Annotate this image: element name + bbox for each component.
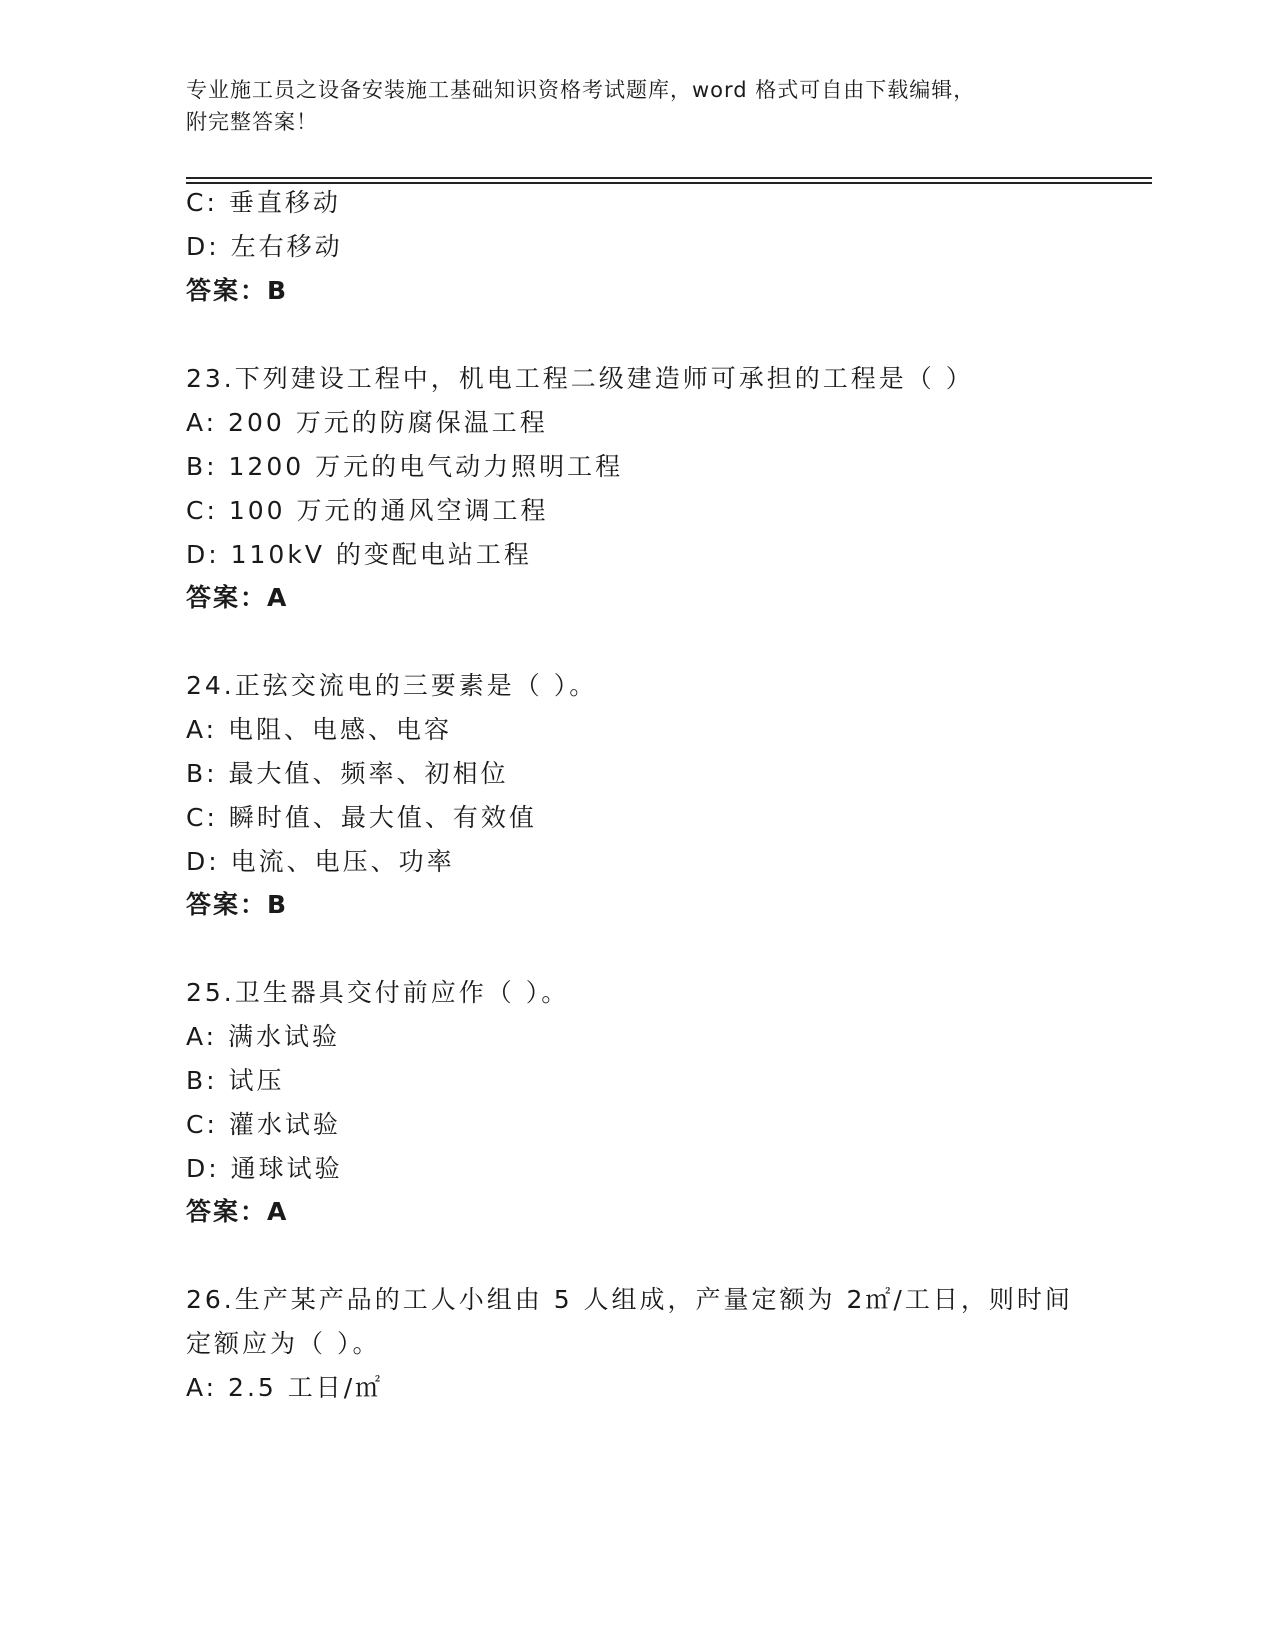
q23-answer: 答案：A (186, 583, 289, 612)
q25-answer: 答案：A (186, 1197, 289, 1226)
q22-option-c: C: 垂直移动 (186, 188, 341, 217)
header-divider-top (186, 177, 1152, 179)
document-header (186, 74, 1086, 138)
q24-answer: 答案：B (186, 890, 289, 919)
q24-option-c: C: 瞬时值、最大值、有效值 (186, 803, 537, 832)
q24-option-d: D: 电流、电压、功率 (186, 847, 455, 876)
q22-option-d: D: 左右移动 (186, 232, 343, 261)
q26-option-a: A: 2.5 工日/㎡ (186, 1373, 384, 1402)
header-line-2: 附完整答案！ (186, 110, 318, 134)
q25-option-a: A: 满水试验 (186, 1022, 341, 1051)
q25-option-c: C: 灌水试验 (186, 1110, 341, 1139)
q26-question-line-2: 定额应为（ ）。 (186, 1329, 381, 1358)
q24-option-b: B: 最大值、频率、初相位 (186, 759, 509, 788)
q23-question: 23.下列建设工程中，机电工程二级建造师可承担的工程是（ ） (186, 364, 974, 393)
q22-answer: 答案：B (186, 276, 289, 305)
q23-option-d: D: 110kV 的变配电站工程 (186, 540, 532, 569)
header-line-1: 专业施工员之设备安装施工基础知识资格考试题库，word 格式可自由下载编辑， (186, 78, 976, 102)
q25-option-d: D: 通球试验 (186, 1154, 343, 1183)
q24-question: 24.正弦交流电的三要素是（ ）。 (186, 671, 598, 700)
q23-option-a: A: 200 万元的防腐保温工程 (186, 408, 548, 437)
q25-question: 25.卫生器具交付前应作（ ）。 (186, 978, 570, 1007)
q26-question-line-1: 26.生产某产品的工人小组由 5 人组成，产量定额为 2㎡/工日，则时间 (186, 1285, 1073, 1314)
q23-option-c: C: 100 万元的通风空调工程 (186, 496, 549, 525)
header-divider-bottom (186, 182, 1152, 184)
q24-option-a: A: 电阻、电感、电容 (186, 715, 453, 744)
q23-option-b: B: 1200 万元的电气动力照明工程 (186, 452, 624, 481)
q25-option-b: B: 试压 (186, 1066, 285, 1095)
